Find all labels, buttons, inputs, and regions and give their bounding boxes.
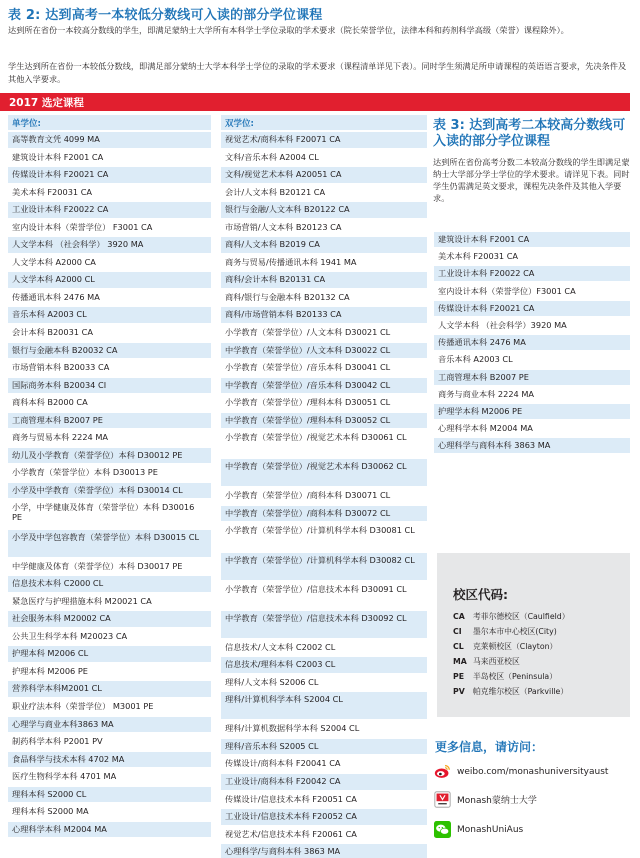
wechat-link[interactable] — [434, 821, 523, 838]
page-title: 表 2: 达到高考一本较低分数线可入读的部分学位课程 — [8, 8, 323, 23]
course-item: 理科本科 S2000 MA — [8, 804, 211, 820]
course-item: 中学教育（荣誉学位）/商科本科 D30072 CL — [221, 506, 427, 522]
course-item: 心理科学本科 M2004 MA — [8, 822, 211, 838]
course-item: 美术本科 F20031 CA — [434, 249, 630, 264]
campus-codes-title: 校区代码: — [453, 587, 508, 602]
renren-icon — [434, 791, 451, 808]
course-item: 市场营销/人文本科 B20123 CA — [221, 220, 427, 236]
course-item: 人文学本科 （社会科学）3920 MA — [434, 318, 630, 333]
course-item: 小学，中学健康及体育（荣誉学位）本科 D30016 PE — [8, 500, 211, 527]
course-item: 心理科学与商科本科 3863 MA — [434, 438, 630, 453]
course-item: 中学教育（荣誉学位）/计算机科学本科 D30082 CL — [221, 553, 427, 580]
campus-code: PE — [453, 672, 465, 681]
course-item: 营养科学本科M2001 CL — [8, 681, 211, 697]
course-item: 美术本科 F20031 CA — [8, 185, 211, 201]
course-item: 小学教育（荣誉学位）/人文本科 D30021 CL — [221, 325, 427, 341]
course-item: 会计/人文本科 B20121 CA — [221, 185, 427, 201]
campus-code: CL — [453, 642, 464, 651]
renren-label: Monash蒙纳士大学 — [457, 796, 537, 806]
course-item: 人文学本科 （社会科学） 3920 MA — [8, 237, 211, 253]
course-item: 理科/人文本科 S2006 CL — [221, 675, 427, 691]
more-info-title: 更多信息，请访问： — [435, 740, 544, 754]
course-item: 小学教育（荣誉学位）/视觉艺术本科 D30061 CL — [221, 430, 427, 457]
courses-banner — [0, 93, 630, 111]
course-item: 商务与贸易/传播通讯本科 1941 MA — [221, 255, 427, 271]
double-degree-header: 双学位: — [221, 115, 427, 130]
table3-title: 表 3: 达到高考二本较高分数线可入读的部分学位课程 — [433, 118, 626, 149]
course-item: 心理学与商业本科3863 MA — [8, 717, 211, 733]
course-item: 人文学本科 A2000 CL — [8, 272, 211, 288]
campus-row — [453, 669, 618, 684]
course-item: 心理科学本科 M2004 MA — [434, 421, 630, 436]
course-item: 工业设计本科 F20022 CA — [434, 266, 630, 281]
weibo-link[interactable] — [434, 763, 608, 780]
course-item: 幼儿及小学教育（荣誉学位）本科 D30012 PE — [8, 448, 211, 464]
course-item: 小学及中学包容教育（荣誉学位）本科 D30015 CL — [8, 530, 211, 557]
course-item: 工业设计本科 F20022 CA — [8, 202, 211, 218]
campus-row — [453, 609, 618, 624]
course-item: 建筑设计本科 F2001 CA — [434, 232, 630, 247]
course-item: 护理本科 M2006 CL — [8, 646, 211, 662]
intro-paragraph-2: 学生达到所在省份一本较低分数线，即满足部分蒙纳士大学本科学士学位的录取的学术要求（课程清单详见下表）。同时学生须满足所申请课程的英语语言要求，先决条件及其他入学要求。 — [8, 61, 627, 84]
course-item: 中学教育（荣誉学位）/人文本科 D30022 CL — [221, 343, 427, 359]
course-item: 中学教育（荣誉学位）/视觉艺术本科 D30062 CL — [221, 459, 427, 486]
course-item: 工业设计/信息技术本科 F20052 CA — [221, 809, 427, 825]
double-degree-list — [221, 132, 427, 858]
campus-code: MA — [453, 657, 467, 666]
course-item: 文科/视觉艺术本科 A20051 CA — [221, 167, 427, 183]
single-degree-column — [8, 115, 211, 839]
course-item: 商务与贸易本科 2224 MA — [8, 430, 211, 446]
campus-row — [453, 639, 618, 654]
course-item: 银行与金融本科 B20032 CA — [8, 343, 211, 359]
course-item: 传播通讯本科 2476 MA — [434, 335, 630, 350]
campus-name: 考菲尔德校区（Caulfield） — [473, 612, 570, 621]
campus-row — [453, 654, 618, 669]
course-item: 小学教育（荣誉学位）/理科本科 D30051 CL — [221, 395, 427, 411]
course-item: 中学健康及体育（荣誉学位）本科 D30017 PE — [8, 559, 211, 575]
intro-paragraph-1: 达到所在省份一本较高分数线的学生，即满足蒙纳士大学所有本科学士学位录取的学术要求（院长荣誉学位，法律本科和药剂科学高级（荣誉）课程除外）。 — [8, 25, 569, 35]
campus-name: 马来西亚校区 — [473, 657, 520, 666]
course-item: 心理科学/与商科本科 3863 MA — [221, 844, 427, 858]
campus-code: CI — [453, 627, 462, 636]
course-item: 高等教育文凭 4099 MA — [8, 132, 211, 148]
weibo-icon — [434, 763, 451, 780]
course-item: 商科/银行与金融本科 B20132 CA — [221, 290, 427, 306]
table3-description: 达到所在省份高考分数二本较高分数线的学生即满足蒙纳士大学部分学士学位的学术要求。请详见下表。同时学生仍需满足英文要求，课程先决条件及其他入学要求。 — [433, 157, 630, 203]
course-item: 理科/音乐本科 S2005 CL — [221, 739, 427, 755]
course-item: 护理本科 M2006 PE — [8, 664, 211, 680]
course-item: 市场营销本科 B20033 CA — [8, 360, 211, 376]
course-item: 小学教育（荣誉学位）/音乐本科 D30041 CL — [221, 360, 427, 376]
course-item: 人文学本科 A2000 CA — [8, 255, 211, 271]
course-item: 小学教育（荣誉学位）/信息技术本科 D30091 CL — [221, 582, 427, 609]
course-item: 传媒设计/信息技术本科 F20051 CA — [221, 792, 427, 808]
course-item: 工业设计/商科本科 F20042 CA — [221, 774, 427, 790]
course-item: 中学教育（荣誉学位）/音乐本科 D30042 CL — [221, 378, 427, 394]
course-item: 文科/音乐本科 A2004 CL — [221, 150, 427, 166]
renren-link[interactable] — [434, 791, 537, 808]
course-item: 职业疗法本科（荣誉学位） M3001 PE — [8, 699, 211, 715]
course-item: 国际商务本科 B20034 CI — [8, 378, 211, 394]
course-item: 小学及中学教育（荣誉学位）本科 D30014 CL — [8, 483, 211, 499]
campus-row — [453, 624, 618, 639]
course-item: 信息技术/理科本科 C2003 CL — [221, 657, 427, 673]
campus-name: 半岛校区（Peninsula） — [473, 672, 557, 681]
course-item: 传媒设计/商科本科 F20041 CA — [221, 756, 427, 772]
weibo-label: weibo.com/monashuniversityaust — [457, 766, 609, 777]
course-item: 视觉艺术/信息技术本科 F20061 CA — [221, 827, 427, 843]
single-degree-header: 单学位: — [8, 115, 211, 130]
course-item: 银行与金融/人文本科 B20122 CA — [221, 202, 427, 218]
course-item: 建筑设计本科 F2001 CA — [8, 150, 211, 166]
campus-name: 墨尔本市中心校区(City) — [473, 627, 557, 636]
course-item: 制药科学本科 P2001 PV — [8, 734, 211, 750]
course-item: 音乐本科 A2003 CL — [434, 352, 630, 367]
course-item: 传媒设计本科 F20021 CA — [8, 167, 211, 183]
campus-name: 克莱顿校区（Clayton） — [473, 642, 558, 651]
course-item: 紧急医疗与护理措施本科 M20021 CA — [8, 594, 211, 610]
course-item: 公共卫生科学本科 M20023 CA — [8, 629, 211, 645]
course-item: 商科本科 B2000 CA — [8, 395, 211, 411]
course-item: 小学教育（荣誉学位）/计算机科学本科 D30081 CL — [221, 523, 427, 550]
course-item: 护理学本科 M2006 PE — [434, 404, 630, 419]
course-item: 社会服务本科 M20002 CA — [8, 611, 211, 627]
campus-codes-list — [449, 609, 618, 699]
single-degree-list — [8, 132, 211, 837]
course-item: 工商管理本科 B2007 PE — [8, 413, 211, 429]
course-item: 中学教育（荣誉学位）/信息技术本科 D30092 CL — [221, 611, 427, 638]
course-item: 商科/市场营销本科 B20133 CA — [221, 307, 427, 323]
course-item: 中学教育（荣誉学位）/理科本科 D30052 CL — [221, 413, 427, 429]
campus-code: PV — [453, 687, 465, 696]
course-item: 食品科学与技术本科 4702 MA — [8, 752, 211, 768]
campus-row — [453, 684, 618, 699]
course-item: 信息技术本科 C2000 CL — [8, 576, 211, 592]
course-item: 信息技术/人文本科 C2002 CL — [221, 640, 427, 656]
table3-list — [434, 232, 630, 455]
course-item: 会计本科 B20031 CA — [8, 325, 211, 341]
course-item: 理科/计算机科学本科 S2004 CL — [221, 692, 427, 719]
campus-codes-panel — [437, 553, 630, 717]
wechat-icon — [434, 821, 451, 838]
course-item: 理科/计算机数据科学本科 S2004 CL — [221, 721, 427, 737]
course-item: 传媒设计本科 F20021 CA — [434, 301, 630, 316]
campus-code: CA — [453, 612, 465, 621]
course-item: 小学教育（荣誉学位）本科 D30013 PE — [8, 465, 211, 481]
course-item: 传播通讯本科 2476 MA — [8, 290, 211, 306]
course-item: 视觉艺术/商科本科 F20071 CA — [221, 132, 427, 148]
course-item: 室内设计本科（荣誉学位）F3001 CA — [434, 284, 630, 299]
courses-banner-label: 2017 选定课程 — [9, 97, 84, 109]
course-item: 理科本科 S2000 CL — [8, 787, 211, 803]
course-item: 小学教育（荣誉学位）/商科本科 D30071 CL — [221, 488, 427, 504]
course-item: 室内设计本科（荣誉学位） F3001 CA — [8, 220, 211, 236]
double-degree-column — [221, 115, 427, 858]
course-item: 工商管理本科 B2007 PE — [434, 370, 630, 385]
course-item: 音乐本科 A2003 CL — [8, 307, 211, 323]
course-item: 商务与商业本科 2224 MA — [434, 387, 630, 402]
campus-name: 帕克维尔校区（Parkville） — [473, 687, 569, 696]
course-item: 商科/人文本科 B2019 CA — [221, 237, 427, 253]
wechat-label: MonashUniAus — [457, 824, 524, 835]
course-item: 商科/会计本科 B20131 CA — [221, 272, 427, 288]
course-item: 医疗生物科学本科 4701 MA — [8, 769, 211, 785]
